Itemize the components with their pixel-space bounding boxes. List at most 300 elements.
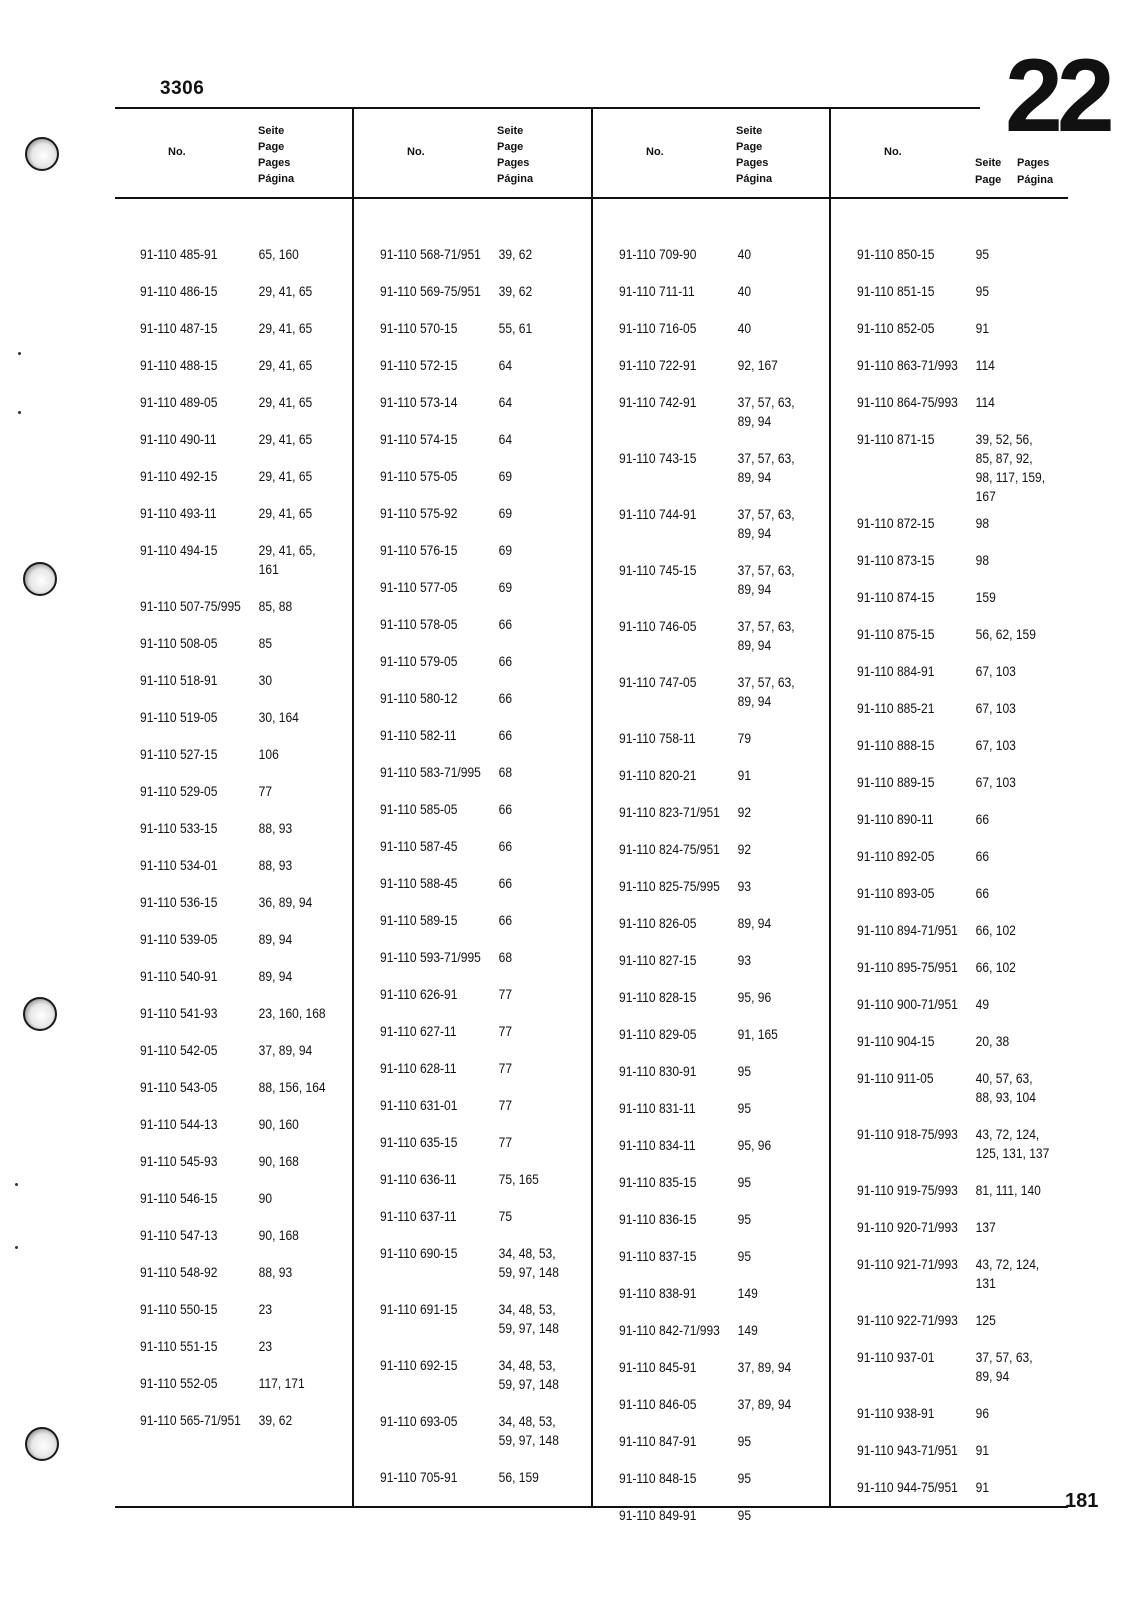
page-references: 77: [258, 783, 273, 799]
page-references: 125, 131, 137: [975, 1145, 1050, 1161]
page-references: 114: [975, 394, 995, 410]
part-number: 91-110 593-71/995: [380, 949, 481, 965]
page-references: 39, 62: [258, 1412, 293, 1428]
index-entry: [140, 671, 338, 690]
page-references: 29, 41, 65: [258, 394, 313, 410]
page-references: 59, 97, 148: [498, 1432, 559, 1448]
page-references: 92, 167: [737, 357, 778, 373]
index-entry: [140, 1263, 338, 1282]
index-entry: [857, 393, 1055, 412]
part-number: 91-110 574-15: [380, 431, 458, 447]
page-references: 23: [258, 1338, 273, 1354]
index-entry: [380, 800, 578, 819]
column-header-no: No.: [646, 146, 664, 158]
page-references: 56, 62, 159: [975, 626, 1036, 642]
scan-speck: [15, 1246, 18, 1249]
column-header-pages: Seite Page Pages Página: [736, 125, 773, 185]
part-number: 91-110 830-91: [619, 1063, 697, 1079]
page-references: 98, 117, 159,: [975, 469, 1046, 485]
page-references: 159: [975, 589, 996, 605]
page-number: 181: [1065, 1490, 1099, 1512]
index-entry: [140, 245, 338, 264]
page-references: 91: [975, 1442, 990, 1458]
index-entry: [140, 930, 338, 949]
part-number: 91-110 548-92: [140, 1264, 218, 1280]
index-entry: [857, 810, 1055, 829]
page-references: 98: [975, 552, 990, 568]
page-references: 93: [737, 952, 752, 968]
page-references: 55, 61: [498, 320, 533, 336]
part-number: 91-110 587-45: [380, 838, 458, 854]
part-number: 91-110 722-91: [619, 357, 697, 373]
page-references: 88, 93: [258, 857, 293, 873]
page-references: 34, 48, 53,: [498, 1301, 556, 1317]
part-number: 91-110 533-15: [140, 820, 218, 836]
page-references: 37, 57, 63,: [737, 394, 795, 410]
part-number: 91-110 552-05: [140, 1375, 218, 1391]
index-entry: [857, 319, 1055, 338]
page-references: 89, 94: [737, 581, 772, 597]
part-number: 91-110 894-71/951: [857, 922, 958, 938]
index-entry: [857, 1478, 1055, 1497]
page-references: 66: [498, 690, 513, 706]
page-references: 95, 96: [737, 1137, 772, 1153]
page-references: 37, 57, 63,: [737, 562, 795, 578]
page-references: 137: [975, 1219, 996, 1235]
part-number: 91-110 493-11: [140, 505, 217, 521]
part-number: 91-110 892-05: [857, 848, 935, 864]
column-header-page: Page: [975, 174, 1002, 186]
page-references: 89, 94: [737, 413, 772, 429]
part-number: 91-110 863-71/993: [857, 357, 958, 373]
part-number: 91-110 848-15: [619, 1470, 697, 1486]
index-entry: [857, 847, 1055, 866]
index-entry: [380, 1022, 578, 1041]
part-number: 91-110 937-01: [857, 1349, 935, 1365]
part-number: 91-110 829-05: [619, 1026, 697, 1042]
page-references: 67, 103: [975, 737, 1016, 753]
section-number: 22: [1005, 38, 1109, 154]
index-entry: [619, 1136, 817, 1155]
page-references: 88, 93: [258, 820, 293, 836]
part-number: 91-110 637-11: [380, 1208, 457, 1224]
page-references: 66: [498, 616, 513, 632]
page-references: 131: [975, 1275, 996, 1291]
page-references: 49: [975, 996, 990, 1012]
index-entry: [380, 1412, 578, 1450]
part-number: 91-110 823-71/951: [619, 804, 720, 820]
index-entry: [140, 1374, 338, 1393]
page-references: 43, 72, 124,: [975, 1256, 1040, 1272]
part-number: 91-110 889-15: [857, 774, 935, 790]
index-entry: [380, 1244, 578, 1282]
part-number: 91-110 489-05: [140, 394, 218, 410]
page-references: 69: [498, 505, 513, 521]
part-number: 91-110 919-75/993: [857, 1182, 958, 1198]
page-references: 29, 41, 65: [258, 283, 313, 299]
index-entry: [619, 1025, 817, 1044]
part-number: 91-110 487-15: [140, 320, 218, 336]
index-entry: [380, 763, 578, 782]
page-references: 67, 103: [975, 663, 1016, 679]
page-references: 66: [975, 885, 990, 901]
part-number: 91-110 873-15: [857, 552, 935, 568]
page-references: 59, 97, 148: [498, 1376, 559, 1392]
part-number: 91-110 690-15: [380, 1245, 458, 1261]
part-number: 91-110 536-15: [140, 894, 218, 910]
index-entry: [380, 948, 578, 967]
page-references: 90, 160: [258, 1116, 299, 1132]
page-references: 89, 94: [258, 968, 293, 984]
index-entry: [619, 1432, 817, 1451]
page-references: 37, 57, 63,: [737, 506, 795, 522]
index-entry: [140, 1152, 338, 1171]
page-references: 149: [737, 1322, 758, 1338]
page-references: 69: [498, 468, 513, 484]
part-number: 91-110 545-93: [140, 1153, 218, 1169]
index-entry: [140, 1115, 338, 1134]
part-number: 91-110 527-15: [140, 746, 218, 762]
part-number: 91-110 711-11: [619, 283, 695, 299]
page-references: 34, 48, 53,: [498, 1357, 556, 1373]
part-number: 91-110 742-91: [619, 394, 697, 410]
page-references: 29, 41, 65: [258, 468, 313, 484]
part-number: 91-110 543-05: [140, 1079, 218, 1095]
part-number: 91-110 569-75/951: [380, 283, 481, 299]
part-number: 91-110 826-05: [619, 915, 697, 931]
index-entry: [140, 1078, 338, 1097]
part-number: 91-110 828-15: [619, 989, 697, 1005]
page-references: 29, 41, 65: [258, 320, 313, 336]
page-references: 37, 89, 94: [258, 1042, 313, 1058]
index-entry: [619, 840, 817, 859]
page-references: 85, 87, 92,: [975, 450, 1033, 466]
index-entry: [857, 773, 1055, 792]
part-number: 91-110 693-05: [380, 1413, 458, 1429]
column-header-no: No.: [884, 146, 902, 158]
index-entry: [857, 625, 1055, 644]
index-entry: [857, 282, 1055, 301]
part-number: 91-110 875-15: [857, 626, 935, 642]
index-entry: [857, 588, 1055, 607]
page-references: 89, 94: [737, 637, 772, 653]
index-entry: [380, 578, 578, 597]
index-entry: [857, 1441, 1055, 1460]
page-references: 75: [498, 1208, 513, 1224]
part-number: 91-110 872-15: [857, 515, 935, 531]
part-number: 91-110 577-05: [380, 579, 458, 595]
part-number: 91-110 589-15: [380, 912, 458, 928]
part-number: 91-110 583-71/995: [380, 764, 481, 780]
index-entry: [140, 467, 338, 486]
page-references: 40: [737, 320, 752, 336]
part-number: 91-110 824-75/951: [619, 841, 720, 857]
page-references: 66: [975, 848, 990, 864]
index-entry: [619, 561, 817, 599]
page-references: 89, 94: [737, 525, 772, 541]
part-number: 91-110 572-15: [380, 357, 458, 373]
index-entry: [380, 430, 578, 449]
column-divider-1: [352, 107, 354, 1508]
index-entry: [380, 726, 578, 745]
part-number: 91-110 519-05: [140, 709, 218, 725]
page-references: 34, 48, 53,: [498, 1245, 556, 1261]
page-references: 90, 168: [258, 1153, 299, 1169]
index-entry: [619, 766, 817, 785]
part-number: 91-110 890-11: [857, 811, 934, 827]
part-number: 91-110 534-01: [140, 857, 218, 873]
page-references: 90: [258, 1190, 273, 1206]
part-number: 91-110 691-15: [380, 1301, 458, 1317]
page-references: 95: [737, 1470, 752, 1486]
index-entry: [619, 1173, 817, 1192]
page-references: 89, 94: [737, 915, 772, 931]
part-number: 91-110 547-13: [140, 1227, 218, 1243]
index-entry: [380, 356, 578, 375]
index-entry: [140, 782, 338, 801]
part-number: 91-110 743-15: [619, 450, 697, 466]
page-references: 66: [498, 875, 513, 891]
index-entry: [619, 449, 817, 487]
part-number: 91-110 579-05: [380, 653, 458, 669]
page-references: 39, 62: [498, 283, 533, 299]
part-number: 91-110 585-05: [380, 801, 458, 817]
part-number: 91-110 745-15: [619, 562, 697, 578]
part-number: 91-110 846-05: [619, 1396, 697, 1412]
part-number: 91-110 565-71/951: [140, 1412, 241, 1428]
index-entry: [140, 1300, 338, 1319]
page-references: 37, 89, 94: [737, 1396, 792, 1412]
page-references: 117, 171: [258, 1375, 305, 1391]
page-references: 89, 94: [258, 931, 293, 947]
index-entry: [380, 615, 578, 634]
part-number: 91-110 716-05: [619, 320, 697, 336]
index-entry: [857, 1069, 1055, 1107]
part-number: 91-110 580-12: [380, 690, 458, 706]
part-number: 91-110 507-75/995: [140, 598, 241, 614]
page-references: 66: [498, 838, 513, 854]
index-entry: [619, 505, 817, 543]
part-number: 91-110 551-15: [140, 1338, 218, 1354]
part-number: 91-110 944-75/951: [857, 1479, 958, 1495]
part-number: 91-110 631-01: [380, 1097, 458, 1113]
part-number: 91-110 539-05: [140, 931, 218, 947]
part-number: 91-110 575-05: [380, 468, 458, 484]
page-references: 40, 57, 63,: [975, 1070, 1033, 1086]
page-references: 66, 102: [975, 959, 1016, 975]
part-number: 91-110 835-15: [619, 1174, 697, 1190]
page-references: 95: [737, 1507, 752, 1523]
page-references: 65, 160: [258, 246, 299, 262]
column-header-pagina: Página: [1017, 174, 1054, 186]
index-entry: [619, 914, 817, 933]
part-number: 91-110 825-75/995: [619, 878, 720, 894]
part-number: 91-110 541-93: [140, 1005, 218, 1021]
index-entry: [857, 1255, 1055, 1293]
page-references: 30: [258, 672, 273, 688]
index-entry: [619, 1210, 817, 1229]
part-number: 91-110 920-71/993: [857, 1219, 958, 1235]
part-number: 91-110 494-15: [140, 542, 218, 558]
part-number: 91-110 540-91: [140, 968, 218, 984]
part-number: 91-110 921-71/993: [857, 1256, 958, 1272]
part-number: 91-110 893-05: [857, 885, 935, 901]
page-references: 85, 88: [258, 598, 293, 614]
part-number: 91-110 922-71/993: [857, 1312, 958, 1328]
page-references: 95: [737, 1248, 752, 1264]
index-entry: [380, 985, 578, 1004]
page-references: 88, 93, 104: [975, 1089, 1036, 1105]
page-references: 95: [737, 1211, 752, 1227]
part-number: 91-110 884-91: [857, 663, 935, 679]
index-entry: [380, 245, 578, 264]
page-references: 64: [498, 394, 513, 410]
page-references: 91: [975, 320, 990, 336]
index-entry: [857, 699, 1055, 718]
index-entry: [857, 884, 1055, 903]
index-entry: [857, 1181, 1055, 1200]
page-references: 95: [737, 1433, 752, 1449]
part-number: 91-110 488-15: [140, 357, 218, 373]
part-number: 91-110 827-15: [619, 952, 697, 968]
index-entry: [140, 541, 338, 579]
index-entry: [619, 673, 817, 711]
index-entry: [140, 1189, 338, 1208]
index-entry: [857, 1125, 1055, 1163]
part-number: 91-110 851-15: [857, 283, 935, 299]
part-number: 91-110 838-91: [619, 1285, 697, 1301]
page-references: 37, 57, 63,: [975, 1349, 1033, 1365]
page-references: 39, 52, 56,: [975, 431, 1033, 447]
page-references: 66: [498, 653, 513, 669]
part-number: 91-110 635-15: [380, 1134, 458, 1150]
column-divider-3: [829, 107, 831, 1508]
part-number: 91-110 744-91: [619, 506, 697, 522]
top-rule: [115, 107, 980, 109]
column-header-pages: Seite Page Pages Página: [258, 125, 295, 185]
page-references: 37, 57, 63,: [737, 674, 795, 690]
index-entry: [380, 1207, 578, 1226]
index-entry: [619, 245, 817, 264]
index-entry: [857, 958, 1055, 977]
index-entry: [140, 1041, 338, 1060]
index-entry: [619, 1099, 817, 1118]
page-references: 75, 165: [498, 1171, 539, 1187]
part-number: 91-110 758-11: [619, 730, 696, 746]
page-references: 68: [498, 764, 513, 780]
part-number: 91-110 492-15: [140, 468, 218, 484]
part-number: 91-110 871-15: [857, 431, 935, 447]
part-number: 91-110 820-21: [619, 767, 697, 783]
page-references: 95: [975, 246, 990, 262]
page-references: 88, 156, 164: [258, 1079, 326, 1095]
page-references: 39, 62: [498, 246, 533, 262]
page-references: 77: [498, 1134, 513, 1150]
punch-hole: [23, 997, 57, 1031]
page-references: 93: [737, 878, 752, 894]
index-entry: [857, 921, 1055, 940]
part-number: 91-110 709-90: [619, 246, 697, 262]
page-references: 66: [975, 811, 990, 827]
part-number: 91-110 486-15: [140, 283, 218, 299]
page-references: 89, 94: [737, 693, 772, 709]
part-number: 91-110 895-75/951: [857, 959, 958, 975]
page-references: 67, 103: [975, 700, 1016, 716]
part-number: 91-110 834-11: [619, 1137, 696, 1153]
part-number: 91-110 850-15: [857, 246, 935, 262]
page-references: 36, 89, 94: [258, 894, 313, 910]
part-number: 91-110 900-71/951: [857, 996, 958, 1012]
part-number: 91-110 845-91: [619, 1359, 697, 1375]
part-number: 91-110 705-91: [380, 1469, 458, 1485]
part-number: 91-110 550-15: [140, 1301, 218, 1317]
part-number: 91-110 836-15: [619, 1211, 697, 1227]
part-number: 91-110 842-71/993: [619, 1322, 720, 1338]
part-number: 91-110 544-13: [140, 1116, 218, 1132]
page-references: 66: [498, 912, 513, 928]
page-references: 59, 97, 148: [498, 1264, 559, 1280]
page-references: 77: [498, 1023, 513, 1039]
page-references: 89, 94: [975, 1368, 1010, 1384]
index-entry: [857, 245, 1055, 264]
index-entry: [380, 1356, 578, 1394]
page-references: 85: [258, 635, 273, 651]
index-entry: [619, 319, 817, 338]
scan-speck: [18, 352, 21, 355]
page-references: 67, 103: [975, 774, 1016, 790]
page-references: 149: [737, 1285, 758, 1301]
punch-hole: [25, 1427, 59, 1461]
index-entry: [857, 356, 1055, 375]
index-entry: [857, 1218, 1055, 1237]
index-entry: [619, 282, 817, 301]
index-entry: [619, 1358, 817, 1377]
part-number: 91-110 508-05: [140, 635, 218, 651]
part-number: 91-110 847-91: [619, 1433, 697, 1449]
part-number: 91-110 578-05: [380, 616, 458, 632]
page-references: 59, 97, 148: [498, 1320, 559, 1336]
index-entry: [380, 837, 578, 856]
page-references: 167: [975, 488, 996, 504]
part-number: 91-110 852-05: [857, 320, 935, 336]
column-header-pages: Pages: [1017, 157, 1050, 169]
index-entry: [140, 1337, 338, 1356]
index-entry: [619, 877, 817, 896]
page-references: 66: [498, 727, 513, 743]
index-entry: [140, 1411, 338, 1430]
page-references: 20, 38: [975, 1033, 1010, 1049]
part-number: 91-110 746-05: [619, 618, 697, 634]
index-entry: [380, 282, 578, 301]
column-divider-2: [591, 107, 593, 1508]
index-entry: [857, 1348, 1055, 1386]
page-references: 114: [975, 357, 995, 373]
page-references: 56, 159: [498, 1469, 539, 1485]
index-entry: [140, 319, 338, 338]
index-entry: [619, 988, 817, 1007]
page-references: 125: [975, 1312, 996, 1328]
index-entry: [140, 893, 338, 912]
page-references: 23: [258, 1301, 273, 1317]
index-entry: [857, 662, 1055, 681]
index-entry: [619, 617, 817, 655]
part-number: 91-110 576-15: [380, 542, 458, 558]
index-entry: [619, 1284, 817, 1303]
punch-hole: [23, 562, 57, 596]
index-entry: [140, 597, 338, 616]
column-header-no: No.: [168, 146, 186, 158]
index-entry: [140, 282, 338, 301]
